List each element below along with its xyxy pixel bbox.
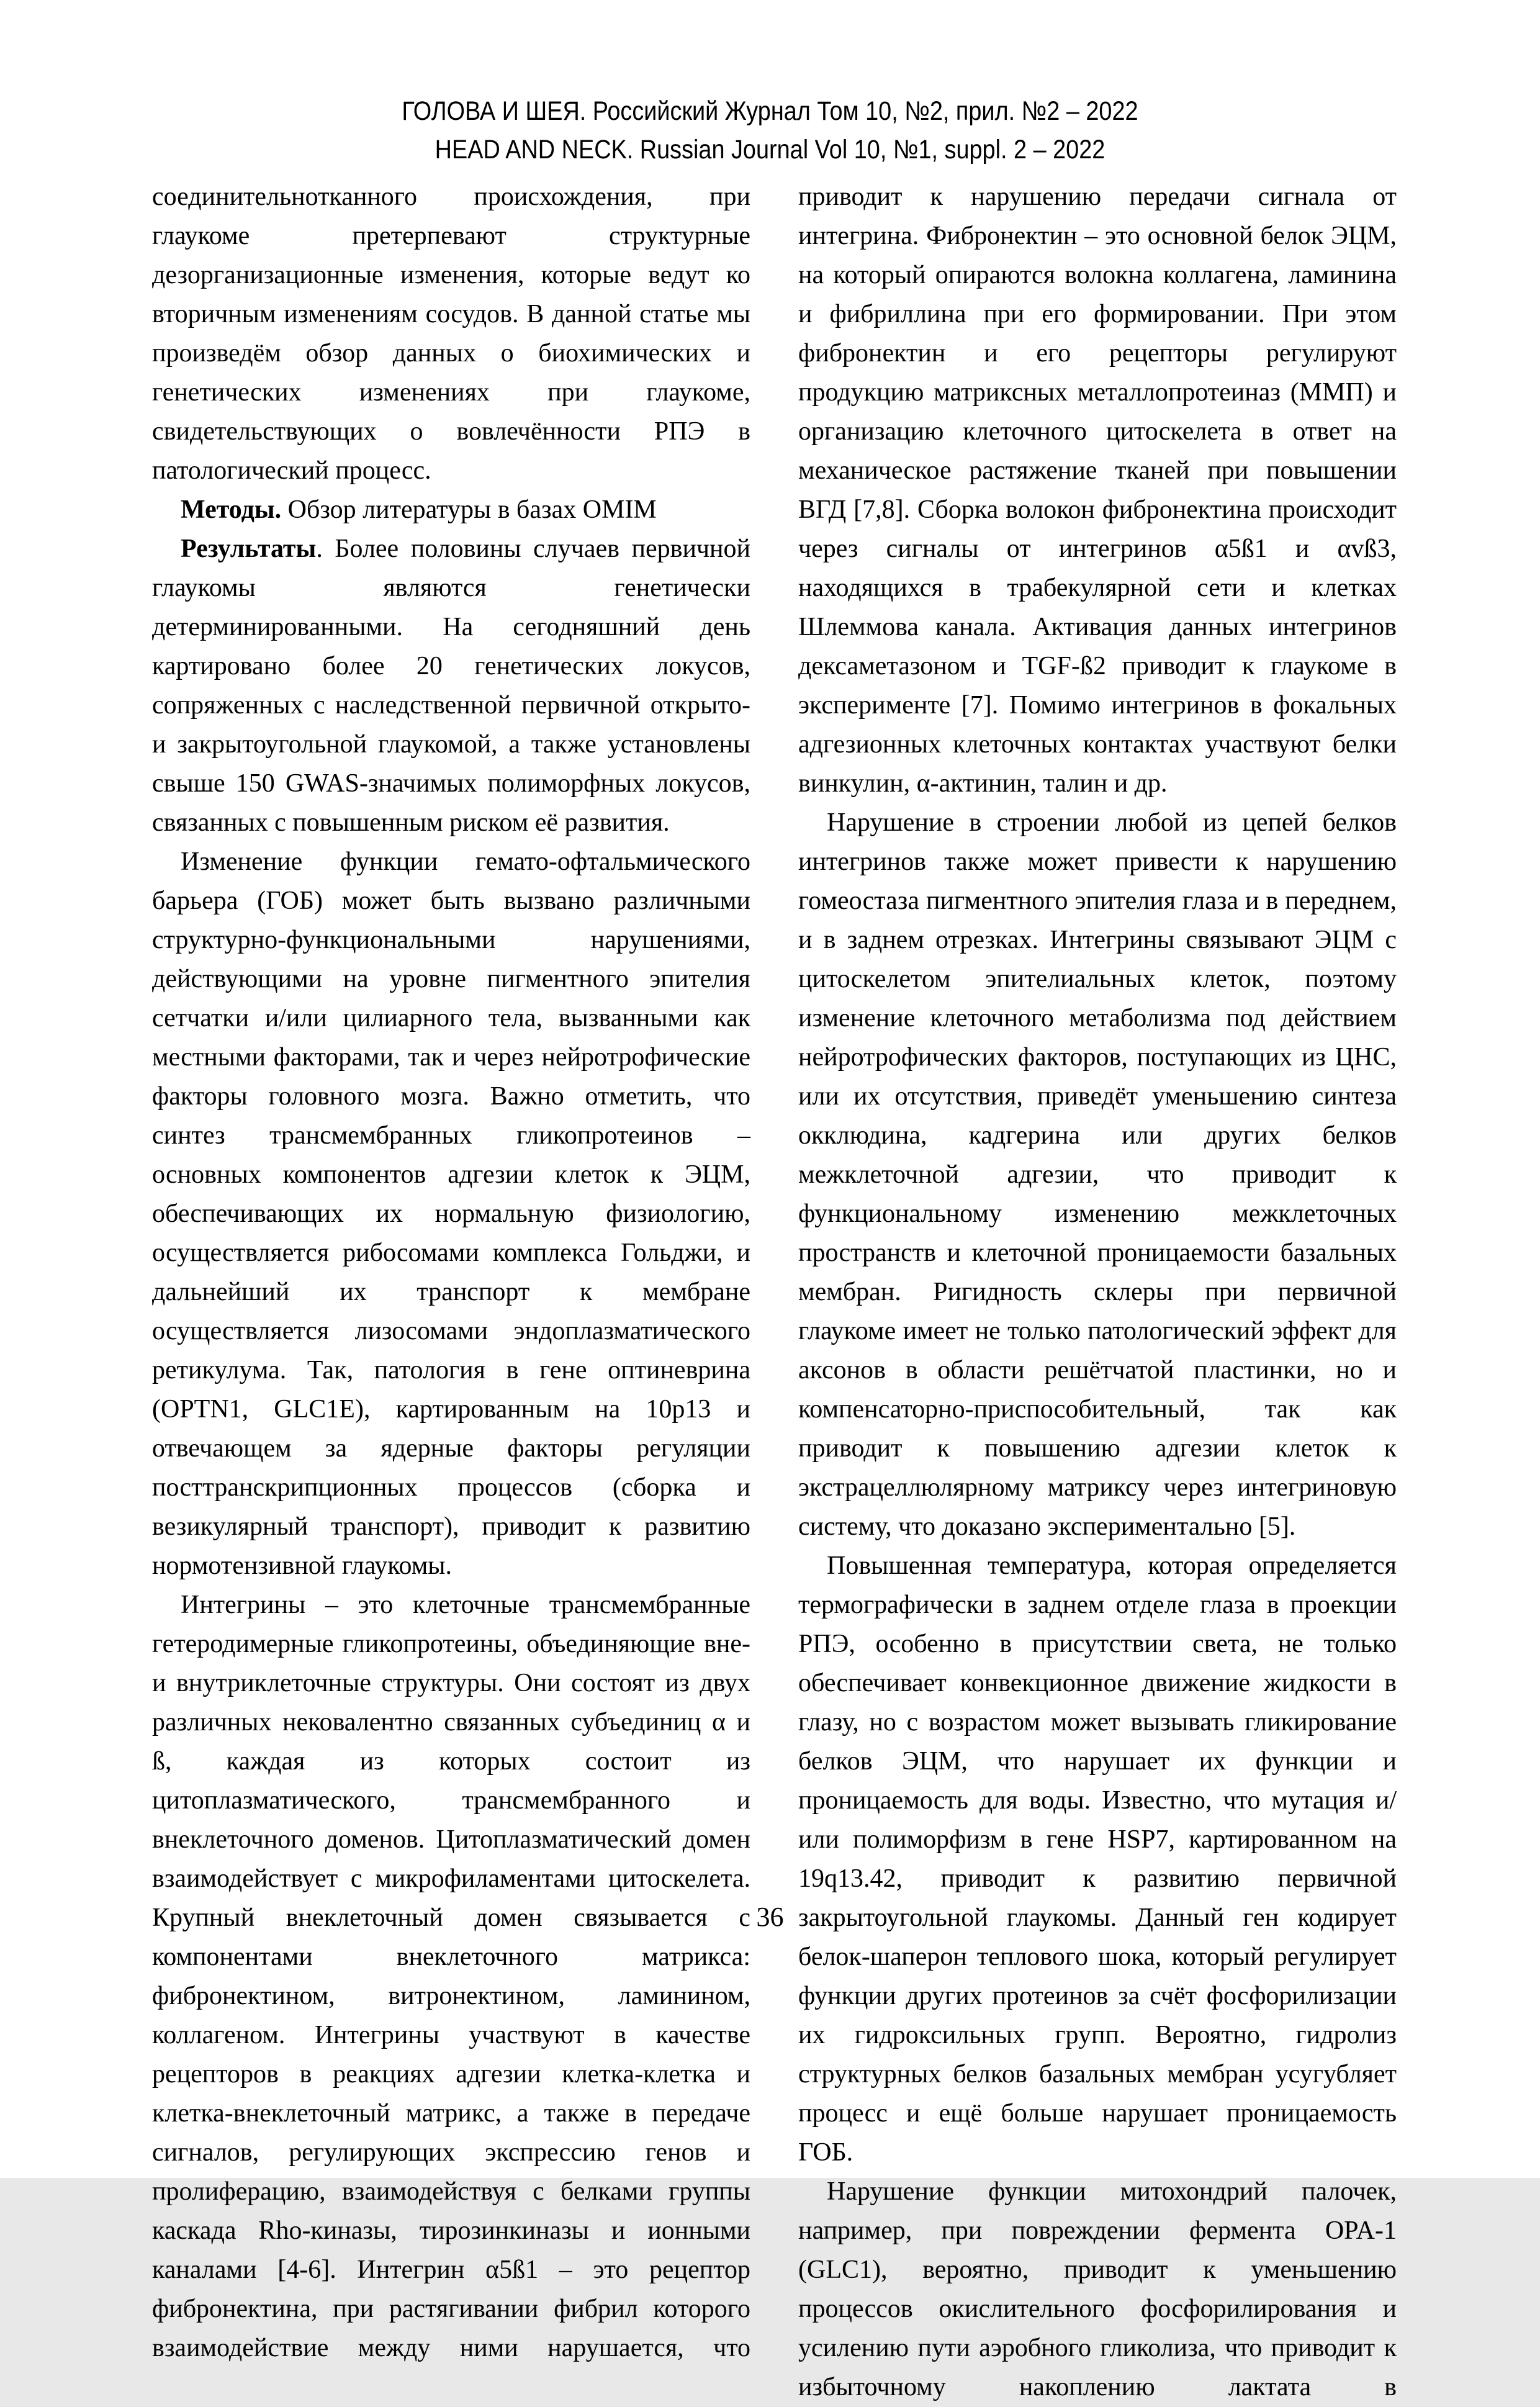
paragraph: Методы. Обзор литературы в базах OMIM <box>181 495 657 524</box>
text-column-left <box>152 178 750 2407</box>
paragraph-lead-bold: Методы. <box>181 495 282 524</box>
text-column-right <box>798 178 1397 2407</box>
journal-title-russian: ГОЛОВА И ШЕЯ. Российский Журнал Том 10, №2, прил. №2 – 2022 <box>402 96 1138 126</box>
paragraph: соединительнотканного происхождения, при глаукоме претерпевают структурные дезорганизационные изменения, которые ведут ко вторичным изменениям сосудов. В данной статье мы произведём обзор данных о биохимических и генетических изменениях при глаукоме, свидетельствующих о вовлечённости РПЭ в патологический процесс. <box>152 183 750 485</box>
paragraph: Интегрины – это клеточные трансмембранные гетеродимерные гликопротеины, объединяющие вне- и внутриклеточные структуры. Они состоят из двух различных нековалентно связанных субъединиц α и ß, каждая из которых состоит из цитоплазматического, трансмембранного и внеклеточного доменов. Цитоплазматический домен взаимодействует с микрофиламентами цитоскелета. Крупный внеклеточный домен связывается с компонентами внеклеточного матрикса: фибронектином, витронектином, ламинином, коллагеном. Интегрины участвуют в качестве рецепторов в реакциях адгезии клетка-клетка и клетка-внеклеточный матрикс, а также в передаче сигналов, регулирующих экспрессию генов и пролиферацию, взаимодействуя с белками группы каскада Rho-киназы, тирозинкиназы и ионными каналами [4-6]. Интегрин α5ß1 – это рецептор фибронектина, при растягивании фибрил которого взаимодействие между ними нарушается, что <box>152 1591 750 2362</box>
page-header <box>0 92 1540 169</box>
article-body <box>152 178 1397 2407</box>
page-number: 36 <box>756 1902 784 1932</box>
paragraph: Нарушение функции митохондрий палочек, например, при повреждении фермента OPA-1 (GLC1), вероятно, приводит к уменьшению процессов окислительного фосфорилирования и усилению пути аэробного гликолиза, что приводит к избыточному накоплению лактата в <box>798 2177 1397 2401</box>
paragraph: Нарушение в строении любой из цепей белков интегринов также может привести к нарушению гомеостаза пигментного эпителия глаза и в переднем, и в заднем отрезках. Интегрины связывают ЭЦМ с цитоскелетом эпителиальных клеток, поэтому изменение клеточного метаболизма под действием нейротрофических факторов, поступающих из ЦНС, или их отсутствия, приведёт уменьшению синтеза окклюдина, кадгерина или других белков межклеточной адгезии, что приводит к функциональному изменению межклеточных пространств и клеточной проницаемости базальных мембран. Ригидность склеры при первичной глаукоме имеет не только патологический эффект для аксонов в области решётчатой пластинки, но и компенсаторно-приспособительный, так как приводит к повышению адгезии клеток к экстрацеллюлярному матриксу через интегриновую систему, что доказано экспериментально [5]. <box>798 808 1397 1541</box>
paragraph: приводит к нарушению передачи сигнала от интегрина. Фибронектин – это основной белок ЭЦМ, на который опираются волокна коллагена, ламинина и фибриллина при его формировании. При этом фибронектин и его рецепторы регулируют продукцию матриксных металлопротеиназ (ММП) и организацию клеточного цитоскелета в ответ на механическое растяжение тканей при повышении ВГД [7,8]. Сборка волокон фибронектина происходит через сигналы от интегринов α5ß1 и αvß3, находящихся в трабекулярной сети и клетках Шлеммова канала. Активация данных интегринов дексаметазоном и TGF-ß2 приводит к глаукоме в эксперименте [7]. Помимо интегринов в фокальных адгезионных клеточных контактах участвуют белки винкулин, α-актинин, талин и др. <box>798 183 1397 798</box>
paragraph: Результаты. Более половины случаев первичной глаукомы являются генетически детерминированными. На сегодняшний день картировано более 20 генетических локусов, сопряженных с наследственной первичной открыто- и закрытоугольной глаукомой, а также установлены свыше 150 GWAS-значимых полиморфных локусов, связанных с повышенным риском её развития. <box>152 535 750 837</box>
paragraph: Изменение функции гемато-офтальмического барьера (ГОБ) может быть вызвано различными структурно-функциональными нарушениями, действующими на уровне пигментного эпителия сетчатки и/или цилиарного тела, вызванными как местными факторами, так и через нейротрофические факторы головного мозга. Важно отметить, что синтез трансмембранных гликопротеинов – основных компонентов адгезии клеток к ЭЦМ, обеспечивающих их нормальную физиологию, осуществляется рибосомами комплекса Гольджи, и дальнейший их транспорт к мембране осуществляется лизосомами эндоплазматического ретикулума. Так, патология в гене оптиневрина (OPTN1, GLC1E), картированным на 10p13 и отвечающем за ядерные факторы регуляции посттранскрипционных процессов (сборка и везикулярный транспорт), приводит к развитию нормотензивной глаукомы. <box>152 847 750 1580</box>
paragraph: Повышенная температура, которая определяется термографически в заднем отделе глаза в проекции РПЭ, особенно в присутствии света, не только обеспечивает конвекционное движение жидкости в глазу, но с возрастом может вызывать гликирование белков ЭЦМ, что нарушает их функции и проницаемость для воды. Известно, что мутация и/или полиморфизм в гене HSP7, картированном на 19q13.42, приводит к развитию первичной закрытоугольной глаукомы. Данный ген кодирует белок-шаперон теплового шока, который регулирует функции других протеинов за счёт фосфорилизации их гидроксильных групп. Вероятно, гидролиз структурных белков базальных мембран усугубляет процесс и ещё больше нарушает проницаемость ГОБ. <box>798 1551 1397 2167</box>
paragraph-lead-bold: Результаты <box>181 535 317 563</box>
journal-title-english: HEAD AND NECK. Russian Journal Vol 10, №1, suppl. 2 – 2022 <box>435 135 1105 165</box>
